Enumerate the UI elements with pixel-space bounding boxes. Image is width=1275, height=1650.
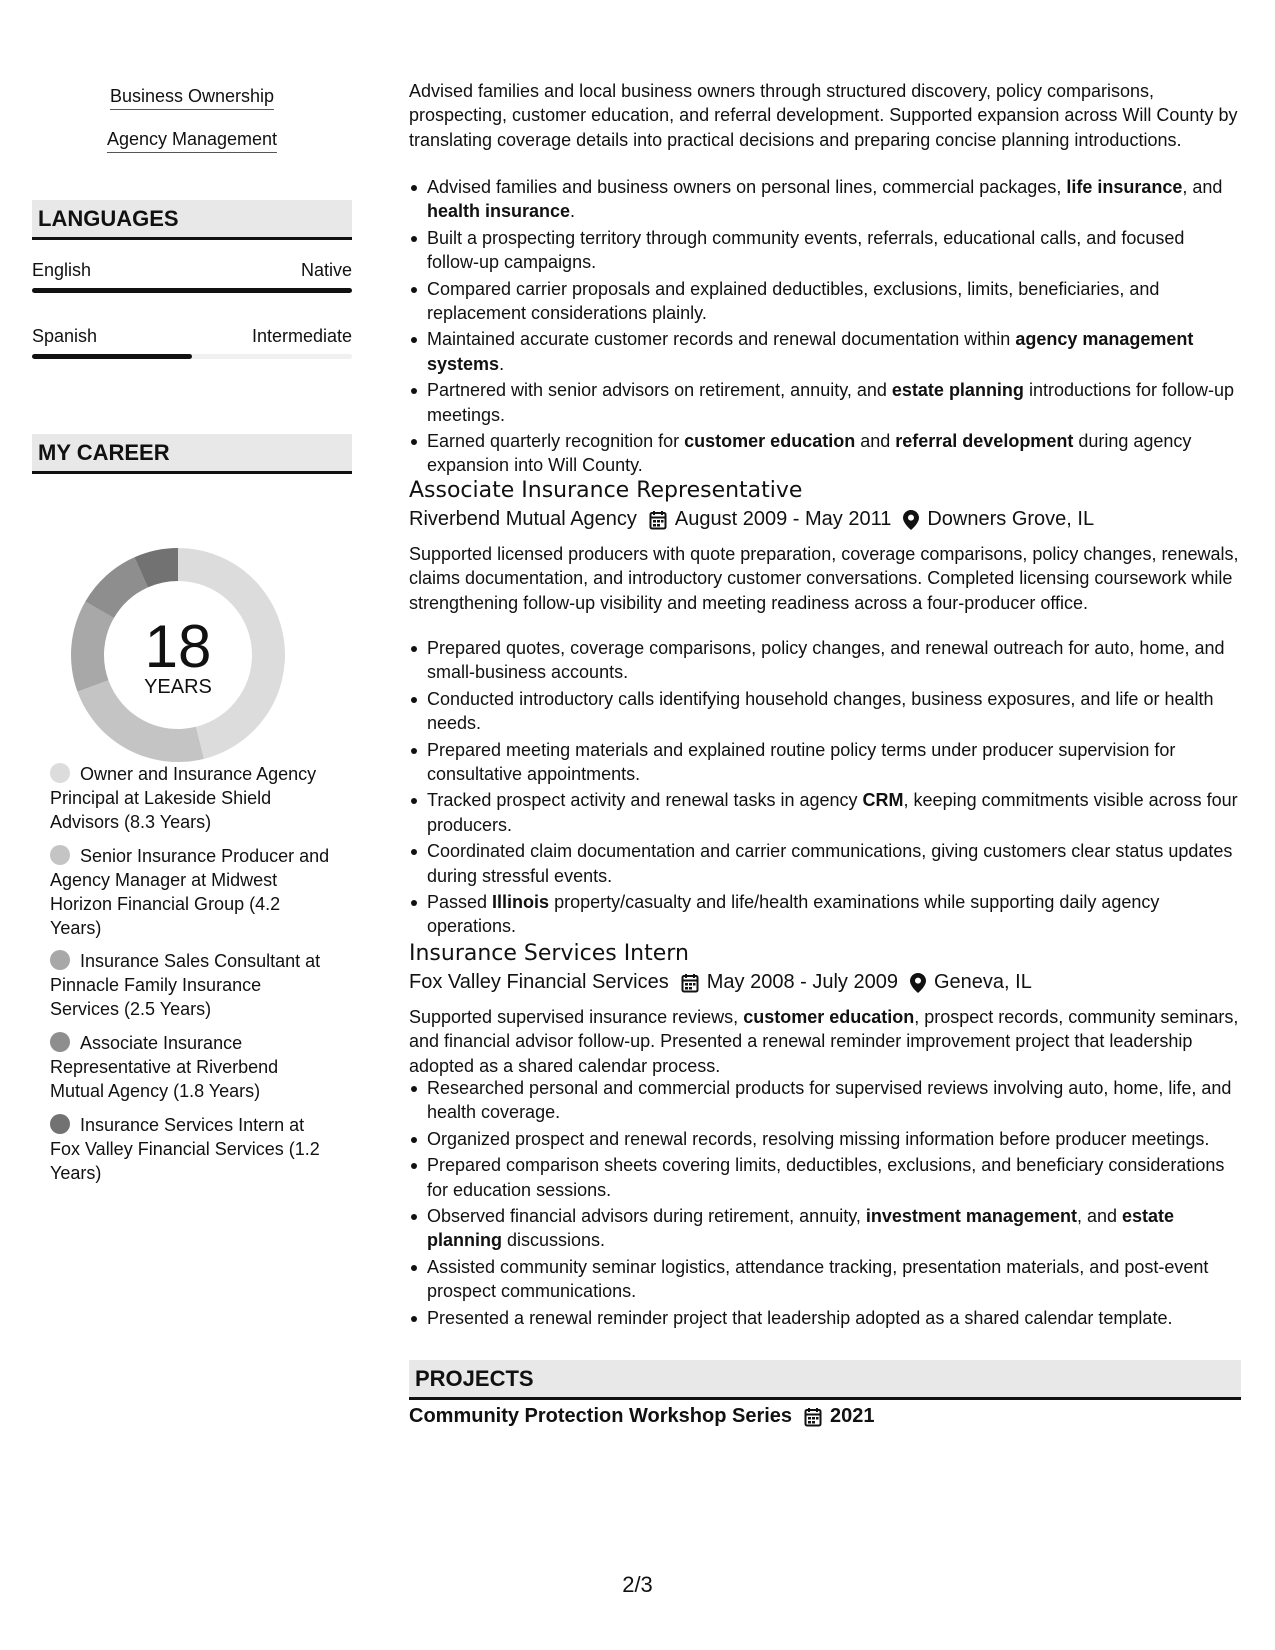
job-title: Associate Insurance Representative bbox=[409, 478, 803, 503]
calendar-icon bbox=[804, 1407, 822, 1427]
bullet-item: Prepared quotes, coverage comparisons, policy changes, and renewal outreach for auto, home, and small-business accounts. bbox=[409, 636, 1241, 685]
career-donut-center bbox=[65, 542, 291, 768]
language-proficiency-fill bbox=[32, 288, 352, 293]
language-level: Intermediate bbox=[251, 326, 352, 346]
bullet-item: Compared carrier proposals and explained deductibles, exclusions, limits, beneficiaries, and replacement considerations plainly. bbox=[409, 277, 1241, 326]
bullet-item: Earned quarterly recognition for customer education and referral development during agency expansion into Will County. bbox=[409, 429, 1241, 478]
career-legend-item bbox=[50, 1031, 330, 1103]
career-total-years: 18 bbox=[144, 613, 212, 680]
career-legend-label: Senior Insurance Producer and Agency Manager at Midwest Horizon Financial Group (4.2 Years) bbox=[50, 846, 330, 938]
career-legend-label: Insurance Services Intern at Fox Valley Financial Services (1.2 Years) bbox=[50, 1115, 320, 1183]
career-years-unit: YEARS bbox=[144, 676, 212, 698]
bullet-item: Observed financial advisors during retirement, annuity, investment management, and estate planning discussions. bbox=[409, 1204, 1241, 1253]
bullet-item: Researched personal and commercial products for supervised reviews involving auto, home, life, and health coverage. bbox=[409, 1076, 1241, 1125]
projects-heading: PROJECTS bbox=[409, 1360, 1241, 1400]
job-bullets bbox=[409, 1076, 1241, 1332]
job-company: Fox Valley Financial Services bbox=[409, 971, 669, 993]
language-proficiency-bar bbox=[32, 288, 352, 293]
language-name: Spanish bbox=[32, 326, 98, 346]
job-bullets bbox=[409, 175, 1241, 480]
job-summary: Advised families and local business owners through structured discovery, policy comparisons, prospecting, customer education, and referral development. Supported expansion across Will County by translating coverage details into practical decisions and preparing concise planning introductions. bbox=[409, 81, 1238, 150]
project-year: 2021 bbox=[830, 1405, 875, 1427]
job-bullets bbox=[409, 636, 1241, 941]
career-legend-item bbox=[50, 949, 330, 1021]
bullet-item: Maintained accurate customer records and renewal documentation within agency management systems. bbox=[409, 327, 1241, 376]
language-proficiency-bar bbox=[32, 354, 352, 359]
legend-dot bbox=[50, 1032, 70, 1052]
bullet-item: Built a prospecting territory through community events, referrals, educational calls, and focused follow-up campaigns. bbox=[409, 226, 1241, 275]
bullet-item: Assisted community seminar logistics, attendance tracking, presentation materials, and post-event prospect communications. bbox=[409, 1255, 1241, 1304]
career-legend-label: Insurance Sales Consultant at Pinnacle Family Insurance Services (2.5 Years) bbox=[50, 951, 321, 1019]
skill-tag: Agency Management bbox=[107, 129, 277, 153]
legend-dot bbox=[50, 763, 70, 783]
career-legend-label: Associate Insurance Representative at Riverbend Mutual Agency (1.8 Years) bbox=[50, 1033, 279, 1101]
job-meta bbox=[409, 971, 1032, 994]
language-proficiency-fill bbox=[32, 354, 192, 359]
language-name: English bbox=[32, 260, 92, 280]
bullet-item: Advised families and business owners on personal lines, commercial packages, life insurance, and health insurance. bbox=[409, 175, 1241, 224]
legend-dot bbox=[50, 950, 70, 970]
bullet-item: Coordinated claim documentation and carrier communications, giving customers clear status updates during stressful events. bbox=[409, 839, 1241, 888]
job-location: Geneva, IL bbox=[933, 971, 1032, 993]
page-number: 2/3 bbox=[622, 1572, 653, 1597]
career-legend-item bbox=[50, 762, 330, 834]
career-legend-item bbox=[50, 844, 330, 940]
job-dates: August 2009 - May 2011 bbox=[674, 508, 892, 530]
bullet-item: Presented a renewal reminder project that leadership adopted as a shared calendar template. bbox=[409, 1306, 1241, 1330]
project-row bbox=[409, 1405, 875, 1428]
skill-tag: Business Ownership bbox=[110, 86, 274, 110]
career-legend-item bbox=[50, 1113, 330, 1185]
job-dates: May 2008 - July 2009 bbox=[706, 971, 898, 993]
language-level: Native bbox=[300, 260, 352, 280]
career-donut-chart bbox=[65, 542, 291, 768]
legend-dot bbox=[50, 845, 70, 865]
bullet-item: Organized prospect and renewal records, resolving missing information before producer meetings. bbox=[409, 1127, 1241, 1151]
calendar-icon bbox=[681, 973, 699, 993]
legend-dot bbox=[50, 1114, 70, 1134]
career-legend-label: Owner and Insurance Agency Principal at Lakeside Shield Advisors (8.3 Years) bbox=[50, 764, 317, 832]
location-pin-icon bbox=[910, 973, 926, 993]
job-company: Riverbend Mutual Agency bbox=[409, 508, 637, 530]
bullet-item: Prepared meeting materials and explained routine policy terms under producer supervision for consultative appointments. bbox=[409, 738, 1241, 787]
bullet-item: Prepared comparison sheets covering limits, deductibles, exclusions, and beneficiary considerations for education sessions. bbox=[409, 1153, 1241, 1202]
job-meta bbox=[409, 508, 1094, 531]
job-summary: Supported supervised insurance reviews, customer education, prospect records, community seminars, and financial advisor follow-up. Presented a renewal reminder improvement project that leadership adopted as a shared calendar process. bbox=[409, 1007, 1239, 1076]
career-heading: MY CAREER bbox=[32, 434, 352, 474]
bullet-item: Conducted introductory calls identifying household changes, business exposures, and life or health needs. bbox=[409, 687, 1241, 736]
languages-heading: LANGUAGES bbox=[32, 200, 352, 240]
bullet-item: Tracked prospect activity and renewal tasks in agency CRM, keeping commitments visible across four producers. bbox=[409, 788, 1241, 837]
job-location: Downers Grove, IL bbox=[927, 508, 1095, 530]
job-title: Insurance Services Intern bbox=[409, 941, 689, 966]
location-pin-icon bbox=[903, 510, 919, 530]
bullet-item: Passed Illinois property/casualty and life/health examinations while supporting daily agency operations. bbox=[409, 890, 1241, 939]
job-summary: Supported licensed producers with quote preparation, coverage comparisons, policy changes, renewals, claims documentation, and introductory customer conversations. Completed licensing coursework while strengthening follow-up visibility and meeting readiness across a four-producer office. bbox=[409, 544, 1239, 613]
project-name: Community Protection Workshop Series bbox=[409, 1405, 793, 1427]
calendar-icon bbox=[649, 510, 667, 530]
bullet-item: Partnered with senior advisors on retirement, annuity, and estate planning introductions for follow-up meetings. bbox=[409, 378, 1241, 427]
